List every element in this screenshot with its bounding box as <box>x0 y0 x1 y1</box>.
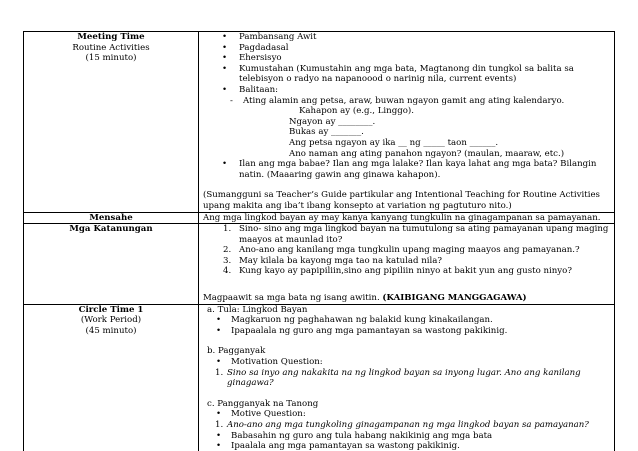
calendar-line: Ano naman ang ating panahon ngayon? (maulan, maaraw, etc.) <box>289 148 565 159</box>
lesson-plan-table <box>23 31 615 451</box>
meeting-time-content-cell <box>199 32 615 213</box>
meeting-time-row <box>24 32 615 213</box>
duration-label: (15 minuto) <box>85 53 137 64</box>
work-period-label: (Work Period) <box>80 315 142 326</box>
mga-katanungan-title: Mga Katanungan <box>24 224 199 305</box>
list-item: • Ehersisyo <box>203 53 610 64</box>
section-a-title: a. Tula: Lingkod Bayan <box>207 304 308 315</box>
question-item: 2. Ano-ano ang kanilang mga tungkulin upang maging maayos ang pamayanan.? <box>223 245 580 256</box>
meeting-time-label-cell <box>24 32 199 213</box>
mga-katanungan-content <box>199 224 615 305</box>
section-c-title: c. Pangganyak na Tanong <box>207 398 319 409</box>
section-b-title: b. Pagganyak <box>207 346 266 357</box>
song-title: (KAIBIGANG MANGGAGAWA) <box>382 293 527 304</box>
calendar-line: Bukas ay _______. <box>289 127 364 138</box>
calendar-instruction: - Ating alamin ang petsa, araw, buwan ngayon gamit ang ating kalendaryo. <box>203 96 610 107</box>
list-item: • Magkaruon ng paghahawan ng balakid kung kinakailangan. <box>203 315 610 326</box>
mensahe-text: Ang mga lingkod bayan ay may kanya kanyang tungkulin na ginagampanan sa pamayanan. <box>199 212 615 224</box>
question-item: 3. May kilala ba kayong mga tao na katulad nila? <box>223 255 442 266</box>
list-item: • Motivation Question: <box>203 357 610 368</box>
motive-question: 1. Ano-ano ang mga tungkoling ginagampanan ng mga lingkod bayan sa pamayanan? <box>215 420 589 430</box>
circle-time-row <box>24 304 615 451</box>
list-item: • Kumustahan (Kumustahin ang mga bata, Magtanong din tungkol sa balita sa telebisyon o radyo na napanoood o narinig nila, current events) <box>203 64 610 85</box>
list-item: • Ipapaalala ng guro ang mga pamantayan sa wastong pakikinig. <box>203 326 610 337</box>
circle-time-label-cell <box>24 304 199 451</box>
motivation-question: 1. Sino sa inyo ang nakakita na ng lingkod bayan sa inyong lugar. Ano ang kanilang ginagawa? <box>215 367 581 389</box>
calendar-line: Kahapon ay (e.g., Linggo). <box>299 106 414 117</box>
meeting-time-title: Meeting Time <box>77 32 145 42</box>
list-item: • Balitaan: <box>203 85 610 96</box>
list-item: • Motive Question: <box>203 409 610 420</box>
list-item: • Ipaalala ang mga pamantayan sa wastong pakikinig. <box>203 441 610 451</box>
routine-activities-label: Routine Activities <box>72 42 150 53</box>
circle-time-title: Circle Time 1 <box>78 304 144 315</box>
mensahe-title: Mensahe <box>24 212 199 224</box>
question-item: 4. Kung kayo ay papipiliin,sino ang pipiliin ninyo at bakit yun ang gusto ninyo? <box>223 266 572 277</box>
mga-katanungan-row <box>24 224 615 305</box>
list-item: • Babasahin ng guro ang tula habang nakikinig ang mga bata <box>203 431 610 442</box>
circle-time-content-cell <box>199 304 615 451</box>
list-item: • Pagdadasal <box>203 43 610 54</box>
mensahe-row <box>24 212 615 224</box>
calendar-line: Ngayon ay ________. <box>289 116 376 127</box>
duration-label: (45 minuto) <box>85 325 137 336</box>
calendar-line: Ang petsa ngayon ay ika __ ng _____ taon ______. <box>289 137 499 148</box>
list-item: • Ilan ang mga babae? Ilan ang mga lalake? Ilan kaya lahat ang mga bata? Bilangin natin. (Maaaring gawin ang ginawa kahapon). <box>203 159 610 180</box>
list-item: • Pambansang Awit <box>203 32 610 43</box>
teachers-guide-note: (Sumangguni sa Teacher’s Guide partikular ang Intentional Teaching for Routine Activities upang makita ang iba’t ibang konsepto at variation ng pagtuturo nito.) <box>203 190 600 211</box>
song-instruction: Magpaawit sa mga bata ng isang awitin. (KAIBIGANG MANGGAGAWA) <box>203 293 527 304</box>
question-item: 1. Sino- sino ang mga lingkod bayan na tumutulong sa ating pamayanan upang maging maayos at maunlad ito? <box>223 224 609 245</box>
